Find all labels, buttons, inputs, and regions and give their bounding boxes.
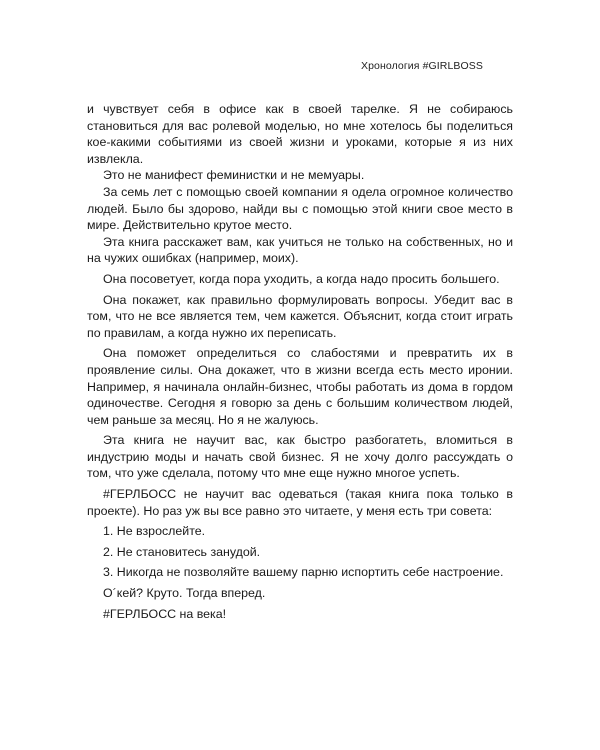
paragraph-not-rich: Эта книга не научит вас, как быстро разбогатеть, вломиться в индустрию моды и начать свой бизнес. Я не хочу долго рассуждать о том, что уже сделала, потому что мне еще нужно многое успеть. bbox=[87, 433, 513, 481]
paragraph-advice: Она посоветует, когда пора уходить, а когда надо просить большего. bbox=[103, 271, 500, 286]
paragraph-questions: Она покажет, как правильно формулировать вопросы. Убедит вас в том, что не все является тем, чем кажется. Объяснит, когда стоит играть по правилам, а когда нужно их переписать. bbox=[87, 292, 513, 340]
paragraph-closing: #ГЕРЛБОСС на века! bbox=[103, 606, 227, 621]
paragraph-okay: О´кей? Круто. Тогда вперед. bbox=[103, 586, 266, 601]
paragraph-manifesto: Это не манифест феминистки и не мемуары. bbox=[103, 168, 365, 183]
tip-item-3: 3. Никогда не позволяйте вашему парню испортить себе настроение. bbox=[103, 565, 504, 580]
tip-item-2: 2. Не становитесь занудой. bbox=[103, 544, 261, 559]
paragraph-mistakes: Эта книга расскажет вам, как учиться не только на собственных, но и на чужих ошибках (например, моих). bbox=[87, 234, 513, 266]
running-header-title: Хронология #GIRLBOSS bbox=[361, 60, 483, 72]
paragraph-weaknesses: Она поможет определиться со слабостями и превратить их в проявление силы. Она докажет, что в жизни всегда есть место иронии. Например, я начинала онлайн-бизнес, чтобы работать из дома в гордом одиночестве. Сегодня я говорю за день с большим количеством людей, чем раньше за месяц. Но я не жалуюсь. bbox=[87, 346, 513, 427]
tip-item-1: 1. Не взрослейте. bbox=[103, 524, 206, 539]
page-body-text bbox=[87, 101, 513, 622]
paragraph-continuation: и чувствует себя в офисе как в своей тарелке. Я не собираюсь становиться для вас ролевой моделью, но мне хотелось бы поделиться кое-какими событиями из своей жизни и уроками, которые я из них извлекла. bbox=[87, 102, 513, 166]
paragraph-three-tips: #ГЕРЛБОСС не научит вас одеваться (такая книга пока только в проекте). Но раз уж вы все равно это читаете, у меня есть три совета: bbox=[87, 487, 513, 518]
paragraph-seven-years: За семь лет с помощью своей компании я одела огромное количество людей. Было бы здорово, найди вы с помощью этой книги свое место в мире. Действительно крутое место. bbox=[87, 184, 513, 233]
